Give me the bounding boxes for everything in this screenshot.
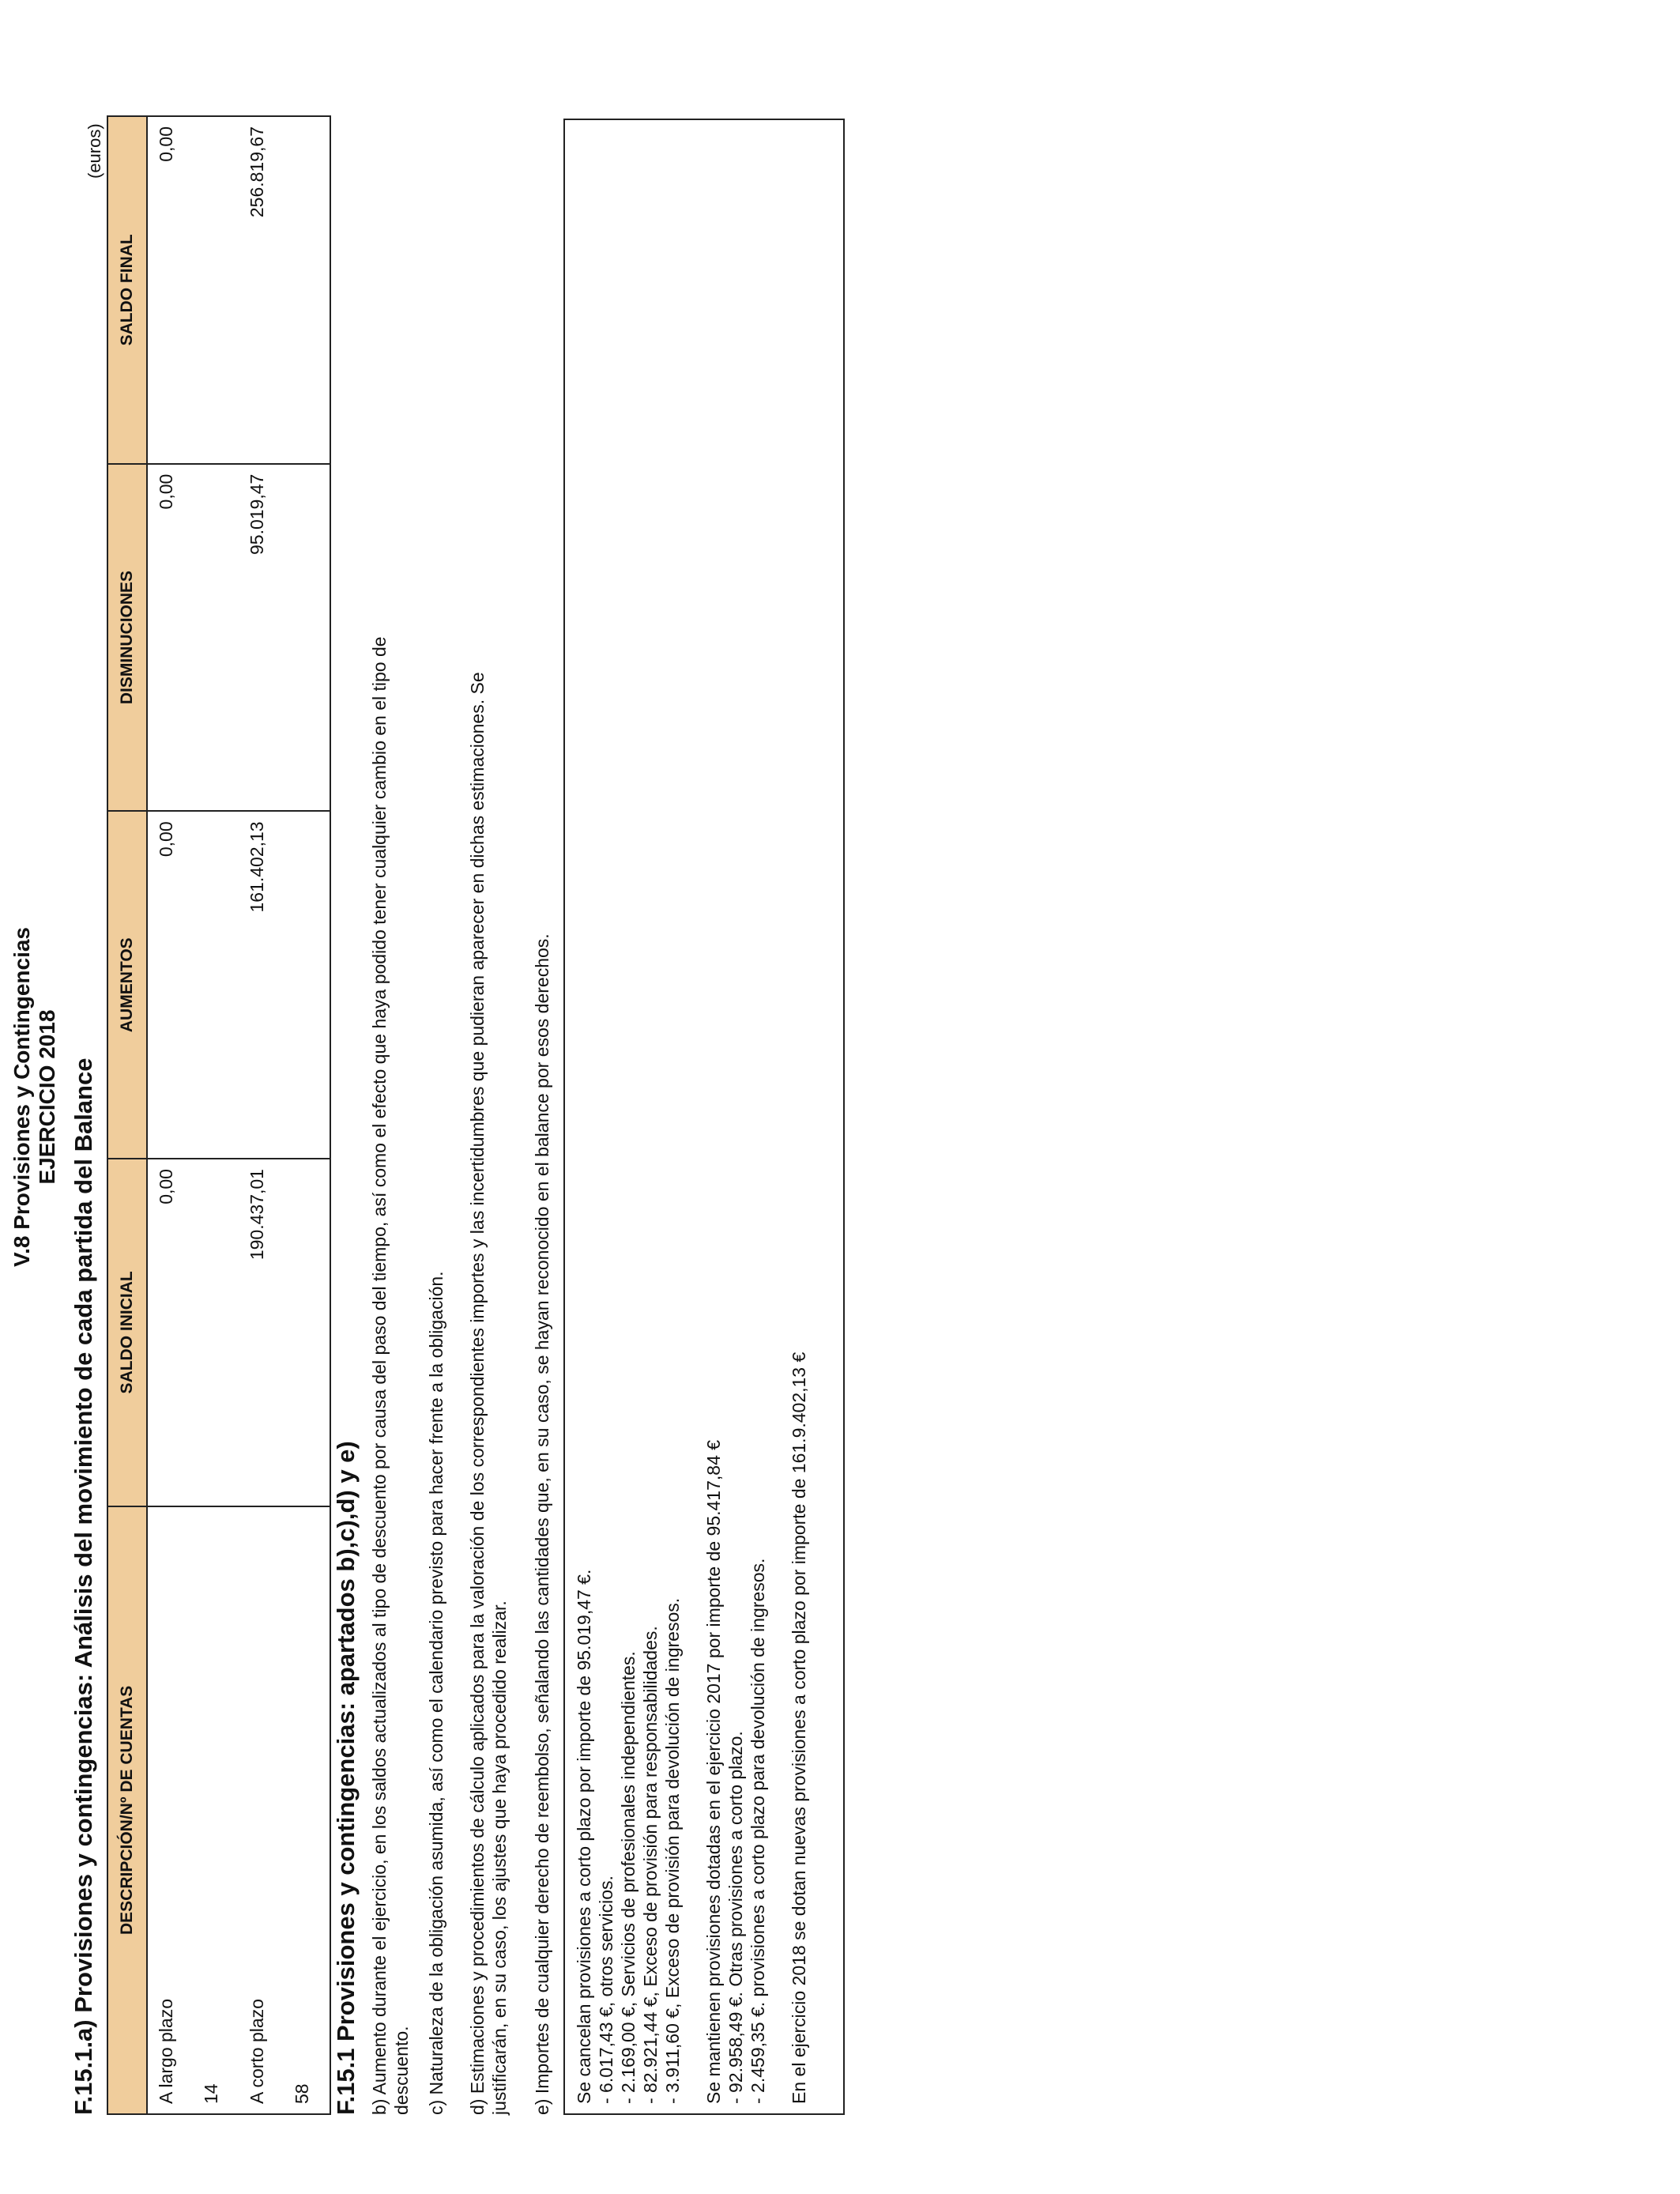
account-name: A largo plazo: [156, 1999, 176, 2104]
list-item: - 82.921,44 €, Exceso de provisión para responsabilidades.: [640, 1626, 661, 2104]
box-paragraph-3: En el ejercicio 2018 se dotan nuevas provisiones a corto plazo por importe de 161.9.402,13 €: [789, 1351, 809, 2104]
report-title-line1: V.8 Provisiones y Contingencias: [9, 927, 34, 1268]
note-e: e) Importes de cualquier derecho de reembolso, señalando las cantidades que, en su caso, se hayan reconocido en el balance por esos derechos.: [532, 933, 552, 2115]
account-code: 58: [292, 2083, 312, 2104]
note-b: [368, 636, 412, 2115]
cell-saldo-final: 0,00: [147, 116, 239, 464]
col-header-disminuciones: DISMINUCIONES: [107, 464, 147, 812]
unit-label: (euros): [85, 123, 104, 179]
cell-disminuciones: 0,00: [147, 464, 239, 812]
list-item: - 92.958,49 €. Otras provisiones a corto plazo.: [725, 1731, 746, 2104]
list-item: - 2.169,00 €, Servicios de profesionales independientes.: [618, 1651, 638, 2104]
provisions-detail-box: [563, 119, 845, 2115]
account-name: A corto plazo: [247, 1999, 267, 2104]
col-header-saldo-inicial: SALDO INICIAL: [107, 1159, 147, 1506]
table-row: [239, 116, 330, 2114]
cell-description: [239, 1506, 330, 2114]
report-title-line2: EJERCICIO 2018: [35, 1009, 59, 1185]
cell-aumentos: 0,00: [147, 811, 239, 1159]
table-row: [147, 116, 239, 2114]
col-header-saldo-final: SALDO FINAL: [107, 116, 147, 464]
cell-saldo-final: 256.819,67: [239, 116, 330, 464]
table-section-title: F.15.1.a) Provisiones y contingencias: Análisis del movimiento de cada partida del Balance: [70, 1057, 97, 2115]
spacer: [684, 130, 703, 2104]
report-title: [9, 0, 60, 2194]
list-item: - 6.017,43 €, otros servicios.: [596, 1875, 616, 2104]
cell-description: [147, 1506, 239, 2114]
note-d: [466, 672, 510, 2115]
note-d-line2: justificarán, en su caso, los ajustes que haya procedido realizar.: [489, 1600, 510, 2115]
cell-aumentos: 161.402,13: [239, 811, 330, 1159]
note-b-line2: descuento.: [391, 2026, 412, 2115]
col-header-description: DESCRIPCIÓN/Nº DE CUENTAS: [107, 1506, 147, 2114]
account-code: 14: [201, 2083, 221, 2104]
cell-saldo-inicial: 190.437,01: [239, 1159, 330, 1506]
movement-table: [107, 115, 331, 2115]
list-item: - 3.911,60 €, Exceso de provisión para devolución de ingresos.: [662, 1597, 683, 2104]
list-item: - 2.459,35 €. provisiones a corto plazo para devolución de ingresos.: [748, 1558, 768, 2104]
table-header-row: [107, 116, 147, 2114]
spacer: [769, 130, 788, 2104]
cell-disminuciones: 95.019,47: [239, 464, 330, 812]
col-header-aumentos: AUMENTOS: [107, 811, 147, 1159]
note-d-line1: d) Estimaciones y procedimientos de cálculo aplicados para la valoración de los correspondientes importes y las incertidumbres que pudieran aparecer en dichas estimaciones. Se: [467, 672, 488, 2115]
notes-section-title: F.15.1 Provisiones y contingencias: apartados b),c),d) y e): [332, 1441, 360, 2115]
note-c: c) Naturaleza de la obligación asumida, así como el calendario previsto para hacer frente a la obligación.: [426, 1271, 446, 2115]
box-paragraph-2: Se mantienen provisiones dotadas en el ejercicio 2017 por importe de 95.417,84 €: [703, 1439, 724, 2104]
box-paragraph-1: Se cancelan provisiones a corto plazo por importe de 95.019,47 €.: [574, 1569, 594, 2104]
note-b-line1: b) Aumento durante el ejercicio, en los saldos actualizados al tipo de descuento por causa del paso del tiempo, así como el efecto que haya podido tener cualquier cambio en el tipo de: [369, 636, 390, 2115]
cell-saldo-inicial: 0,00: [147, 1159, 239, 1506]
